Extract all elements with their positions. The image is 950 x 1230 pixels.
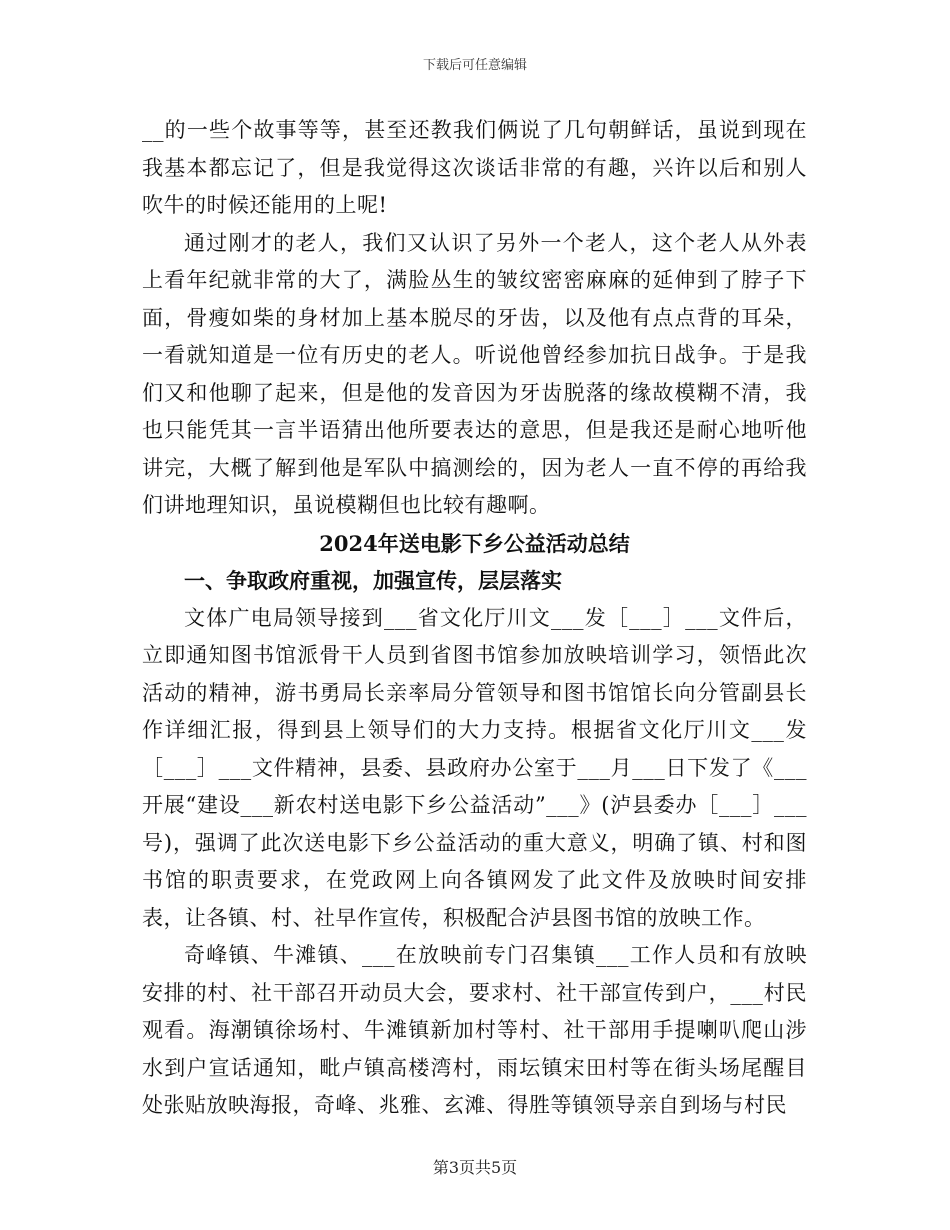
- section-title: 2024年送电影下乡公益活动总结: [319, 530, 630, 556]
- paragraph-1: __的一些个故事等等，甚至还教我们俩说了几句朝鲜话，虽说到现在我基本都忘记了，但是我觉得这次谈话非常的有趣，兴许以后和别人吹牛的时候还能用的上呢!: [142, 118, 807, 217]
- paragraph-3: 文体广电局领导接到___省文化厅川文___发［___］___文件后，立即通知图书馆派骨干人员到省图书馆参加放映培训学习，领悟此次活动的精神，游书勇局长亲率局分管领导和图书馆馆长向分管副县长作详细汇报，得到县上领导们的大力支持。根据省文化厅川文___发［___］___文件精神，县委、县政府办公室于___月___日下发了《___开展“建设___新农村送电影下乡公益活动”___》(泸县委办［___］___号)，强调了此次送电影下乡公益活动的重大意义，明确了镇、村和图书馆的职责要求，在党政网上向各镇网发了此文件及放映时间安排表，让各镇、村、社早作宣传，积极配合泸县图书馆的放映工作。: [142, 605, 807, 930]
- header-note: 下载后可任意编辑: [422, 58, 527, 73]
- document-body: [142, 112, 807, 1125]
- paragraph-4: 奇峰镇、牛滩镇、___在放映前专门召集镇___工作人员和有放映安排的村、社干部召开动员大会，要求村、社干部宣传到户，___村民观看。海潮镇徐场村、牛滩镇新加村等村、社干部用手提喇叭爬山涉水到户宣话通知，毗卢镇高楼湾村，雨坛镇宋田村等在街头场尾醒目处张贴放映海报，奇峰、兆雅、玄滩、得胜等镇领导亲自到场与村民: [142, 943, 807, 1117]
- heading-1: 一、争取政府重视，加强宣传，层层落实: [184, 568, 562, 593]
- paragraph-2: 通过刚才的老人，我们又认识了另外一个老人，这个老人从外表上看年纪就非常的大了，满脸丛生的皱纹密密麻麻的延伸到了脖子下面，骨瘦如柴的身材加上基本脱尽的牙齿，以及他有点点背的耳朵，一看就知道是一位有历史的老人。听说他曾经参加抗日战争。于是我们又和他聊了起来，但是他的发音因为牙齿脱落的缘故模糊不清，我也只能凭其一言半语猜出他所要表达的意思，但是我还是耐心地听他讲完，大概了解到他是军队中搞测绘的，因为老人一直不停的再给我们讲地理知识，虽说模糊但也比较有趣啊。: [142, 230, 807, 517]
- page-number: 第3页共5页: [432, 1158, 518, 1177]
